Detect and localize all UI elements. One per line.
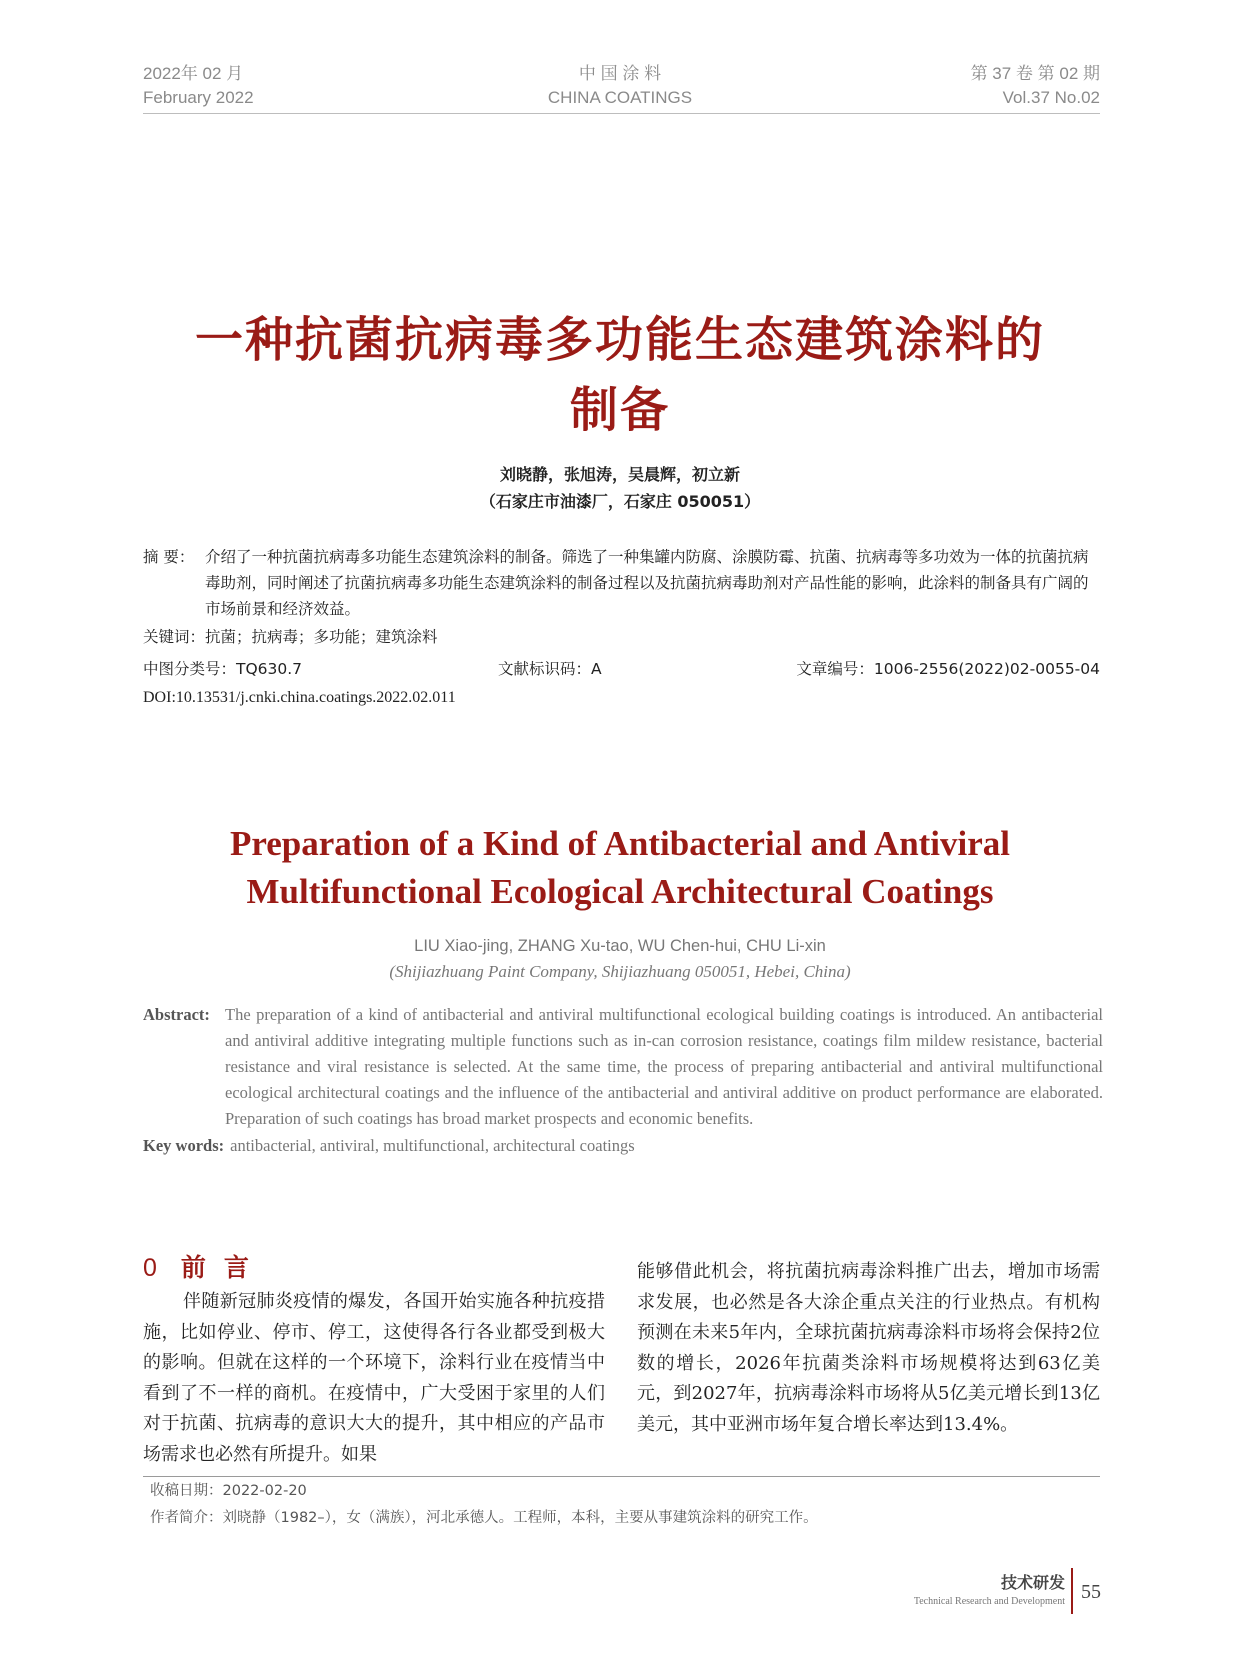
keywords-en bbox=[143, 1134, 635, 1158]
title-en-line1: Preparation of a Kind of Antibacterial and Antiviral bbox=[229, 824, 1011, 863]
section-number: 0 bbox=[143, 1254, 157, 1282]
title-en bbox=[0, 820, 1240, 916]
header-date-en: February 2022 bbox=[143, 88, 254, 107]
footnote-author-bio: 作者简介：刘晓静（1982–），女（满族），河北承德人。工程师，本科，主要从事建筑涂料的研究工作。 bbox=[150, 1510, 818, 1526]
footnote-received: 收稿日期：2022-02-20 bbox=[150, 1483, 307, 1499]
abstract-en-text: The preparation of a kind of antibacterial and antiviral multifunctional ecological building coatings is introduced. An antibacterial and antiviral additive integrating multiple functions such as in-can corrosion resistance, coatings film mildew resistance, bacterial resistance and viral resistance is selected. At the same time, the process of preparing antibacterial and antiviral multifunctional ecological architectural coatings and the influence of the antibacterial and antiviral additive on product performance are elaborated. Preparation of such coatings has broad market prospects and economic benefits. bbox=[225, 1005, 1103, 1128]
footer-column-cn: 技术研发 bbox=[1000, 1573, 1065, 1592]
footer-column-en: Technical Research and Development bbox=[913, 1596, 1065, 1607]
title-cn-line2: 制备 bbox=[569, 382, 670, 438]
doi: DOI:10.13531/j.cnki.china.coatings.2022.02.011 bbox=[143, 689, 456, 706]
section-title: 前言 bbox=[180, 1253, 267, 1282]
abstract-en bbox=[143, 1002, 1103, 1132]
affiliation-cn: （石家庄市油漆厂，石家庄 050051） bbox=[479, 492, 761, 511]
article-number: 文章编号：1006-2556(2022)02-0055-04 bbox=[796, 660, 1100, 678]
header-journal bbox=[470, 62, 770, 110]
abstract-cn-text: 介绍了一种抗菌抗病毒多功能生态建筑涂料的制备。筛选了一种集罐内防腐、涂膜防霉、抗菌、抗病毒等多功效为一体的抗菌抗病毒助剂，同时阐述了抗菌抗病毒多功能生态建筑涂料的制备过程以及抗菌抗病毒助剂对产品性能的影响，此涂料的制备具有广阔的市场前景和经济效益。 bbox=[205, 548, 1089, 618]
title-en-line2: Multifunctional Ecological Architectural Coatings bbox=[246, 872, 994, 911]
abstract-en-label: Abstract: bbox=[143, 1005, 210, 1024]
page-number: 55 bbox=[1081, 1581, 1101, 1603]
body-right-column: 能够借此机会，将抗菌抗病毒涂料推广出去，增加市场需求发展，也必然是各大涂企重点关注的行业热点。有机构预测在未来5年内，全球抗菌抗病毒涂料市场将会保持2位数的增长，2026年抗菌类涂料市场规模将达到63亿美元，到2027年，抗病毒涂料市场将从5亿美元增长到13亿美元，其中亚洲市场年复合增长率达到13.4%。 bbox=[637, 1261, 1100, 1435]
abstract-cn bbox=[143, 544, 1100, 622]
abstract-cn-label: 摘 要： bbox=[143, 548, 195, 566]
header-journal-cn: 中 国 涂 料 bbox=[578, 64, 662, 83]
title-cn bbox=[0, 305, 1240, 445]
authors-en: LIU Xiao-jing, ZHANG Xu-tao, WU Chen-hui, CHU Li-xin bbox=[414, 937, 826, 955]
document-code: 文献标识码：A bbox=[498, 660, 602, 678]
authors-cn: 刘晓静，张旭涛，吴晨辉，初立新 bbox=[499, 465, 740, 484]
header-date-cn: 2022年 02 月 bbox=[143, 64, 244, 83]
affiliation-en: (Shijiazhuang Paint Company, Shijiazhuang 050051, Hebei, China) bbox=[389, 962, 851, 981]
body-left-column: 伴随新冠肺炎疫情的爆发，各国开始实施各种抗疫措施，比如停业、停市、停工，这使得各行各业都受到极大的影响。但就在这样的一个环境下，涂料行业在疫情当中看到了不一样的商机。在疫情中，广大受困于家里的人们对于抗菌、抗病毒的意识大大的提升，其中相应的产品市场需求也必然有所提升。如果 bbox=[143, 1291, 605, 1465]
header-rule bbox=[143, 113, 1100, 114]
keywords-en-label: Key words: bbox=[143, 1136, 225, 1155]
section-heading bbox=[143, 1251, 267, 1285]
header-journal-en: CHINA COATINGS bbox=[547, 88, 693, 107]
header-issue-en: Vol.37 No.02 bbox=[1002, 88, 1100, 107]
footer-divider bbox=[1071, 1568, 1073, 1614]
keywords-en-text: antibacterial, antiviral, multifunctional, architectural coatings bbox=[230, 1136, 635, 1155]
title-cn-line1: 一种抗菌抗病毒多功能生态建筑涂料的 bbox=[194, 312, 1045, 368]
header-date bbox=[143, 62, 254, 110]
keywords-cn: 关键词：抗菌；抗病毒；多功能；建筑涂料 bbox=[143, 628, 438, 646]
clc-number: 中图分类号：TQ630.7 bbox=[143, 660, 303, 678]
footnote-rule bbox=[143, 1476, 1100, 1477]
header-issue bbox=[840, 62, 1100, 110]
header-issue-cn: 第 37 卷 第 02 期 bbox=[970, 64, 1100, 83]
